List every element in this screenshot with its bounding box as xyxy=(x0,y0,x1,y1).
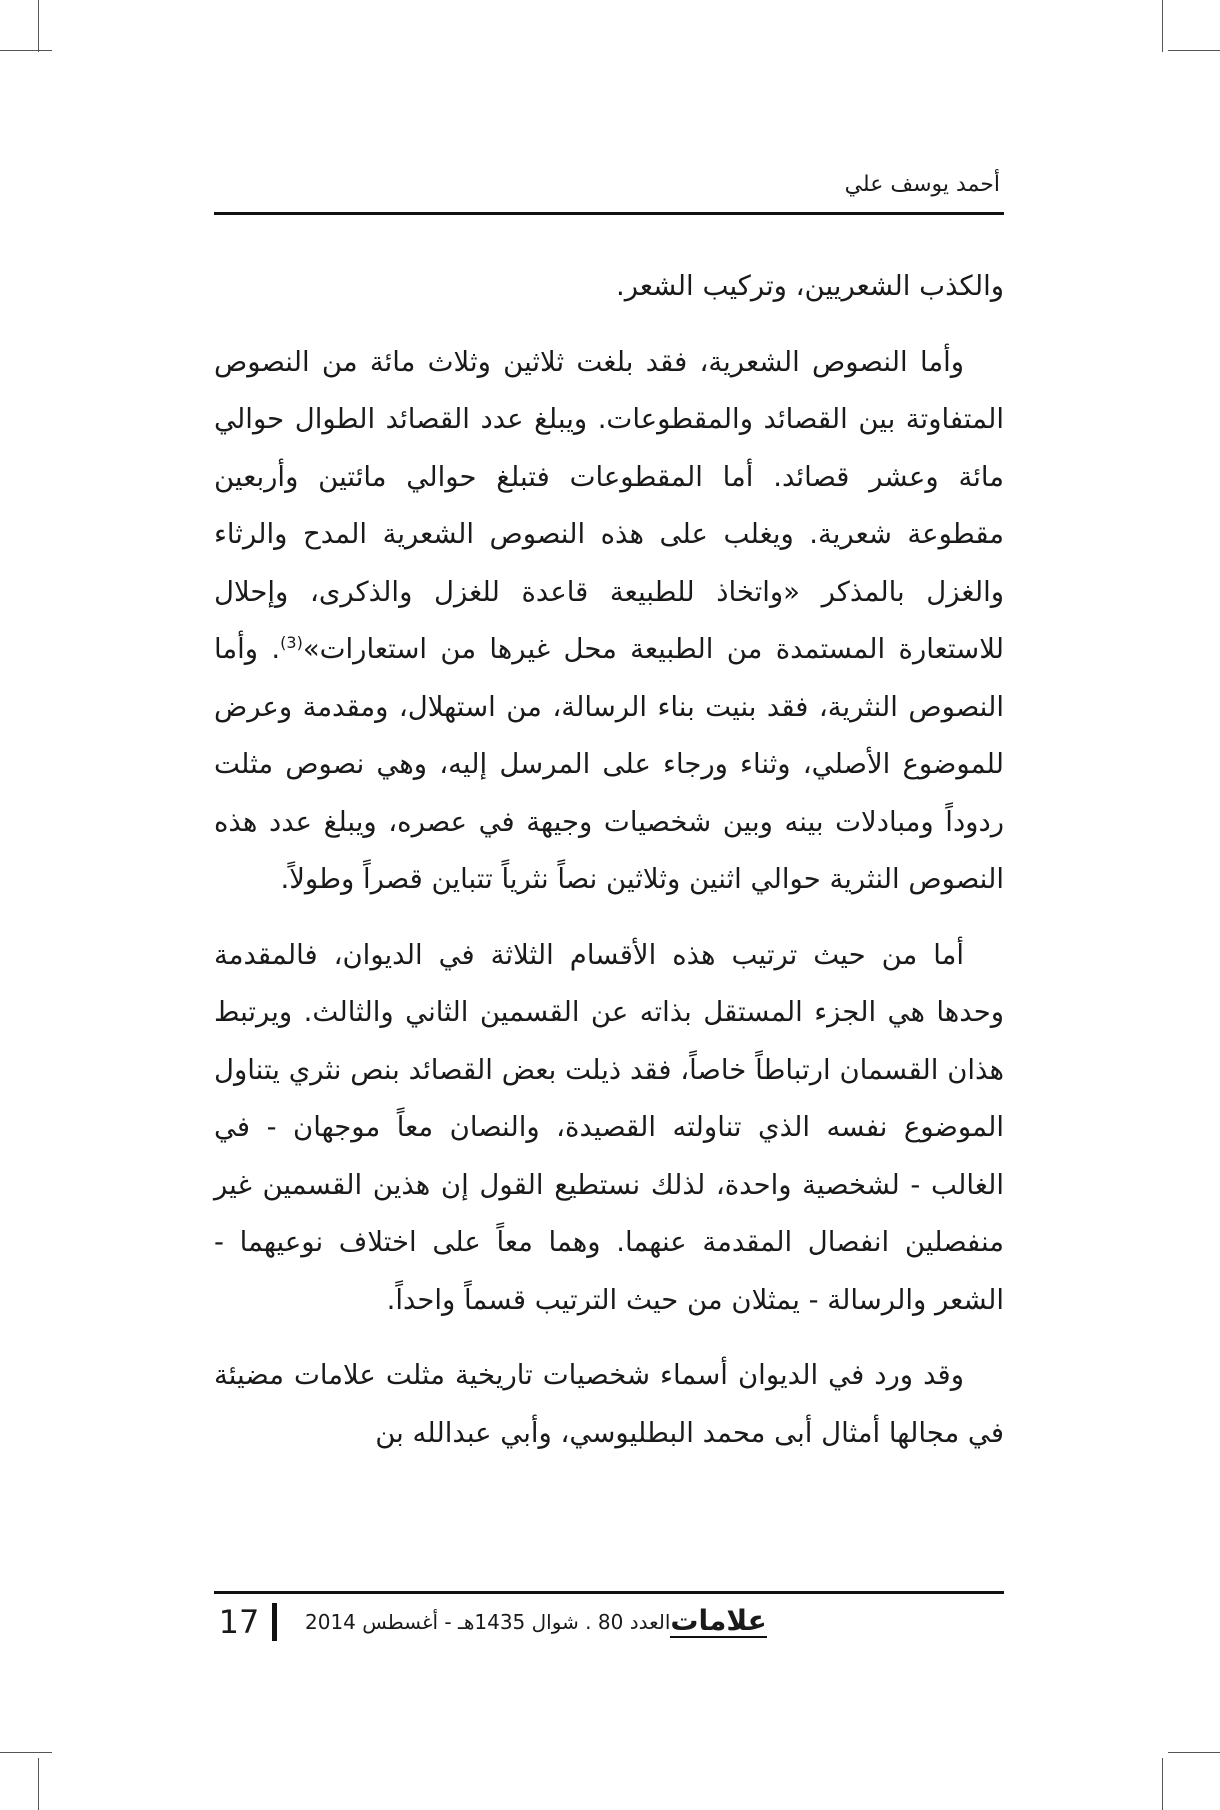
footer-rule xyxy=(214,1591,1004,1594)
crop-mark xyxy=(1168,1752,1220,1753)
article-body xyxy=(214,258,1004,1462)
page-number: 17 xyxy=(218,1603,260,1641)
issue-info: العدد 80 . شوال 1435هـ - أغسطس 2014 xyxy=(305,1610,671,1634)
journal-logo: علامات xyxy=(670,1604,767,1637)
footnote-reference[interactable]: (3) xyxy=(280,632,303,652)
paragraph: أما من حيث ترتيب هذه الأقسام الثلاثة في الديوان، فالمقدمة وحدها هي الجزء المستقل بذاته عن القسمين الثاني والثالث. ويرتبط هذان القسمان ارتباطاً خاصاً، فقد ذيلت بعض القصائد بنص نثري يتناول الموضوع نفسه الذي تناولته القصيدة، والنصان معاً موجهان - في الغالب - لشخصية واحدة، لذلك نستطيع القول إن هذين القسمين غير منفصلين انفصال المقدمة عنهما. وهما معاً على اختلاف نوعيهما - الشعر والرسالة - يمثلان من حيث الترتيب قسماً واحداً. xyxy=(214,938,1004,1316)
footer-divider xyxy=(272,1603,277,1641)
header-rule xyxy=(214,212,1004,215)
running-head-author: أحمد يوسف علي xyxy=(844,172,1000,197)
crop-mark xyxy=(1168,50,1220,51)
crop-mark xyxy=(0,1752,52,1753)
paragraph: وقد ورد في الديوان أسماء شخصيات تاريخية مثلت علامات مضيئة في مجالها أمثال أبى محمد البطليوسي، وأبي عبدالله بن xyxy=(214,1359,1004,1449)
crop-mark xyxy=(38,0,39,52)
page-footer xyxy=(214,1600,1004,1644)
crop-mark xyxy=(38,1758,39,1810)
paragraph xyxy=(214,334,1004,909)
paragraph-text: وأما النصوص الشعرية، فقد بلغت ثلاثين وثلاث مائة من النصوص المتفاوتة بين القصائد والمقطوعات. ويبلغ عدد القصائد الطوال حوالي مائة وعشر قصائد. أما المقطوعات فتبلغ حوالي مائتين وأربعين مقطوعة شعرية. ويغلب على هذه النصوص الشعرية المدح والرثاء والغزل بالمذكر «واتخاذ للطبيعة قاعدة للغزل والذكرى، وإحلال للاستعارة المستمدة من الطبيعة محل غيرها من استعارات» xyxy=(214,345,1004,665)
paragraph-text: . وأما النصوص النثرية، فقد بنيت بناء الرسالة، من استهلال، ومقدمة وعرض للموضوع الأصلي، وثناء ورجاء على المرسل إليه، وهي نصوص مثلت ردوداً ومبادلات بينه وبين شخصيات وجيهة في عصره، ويبلغ عدد هذه النصوص النثرية حوالي اثنين وثلاثين نصاً نثرياً تتباين قصراً وطولاً. xyxy=(214,633,1004,895)
crop-mark xyxy=(0,50,52,51)
paragraph: والكذب الشعريين، وتركيب الشعر. xyxy=(615,270,1004,302)
crop-mark xyxy=(1162,1758,1163,1810)
crop-mark xyxy=(1162,0,1163,52)
